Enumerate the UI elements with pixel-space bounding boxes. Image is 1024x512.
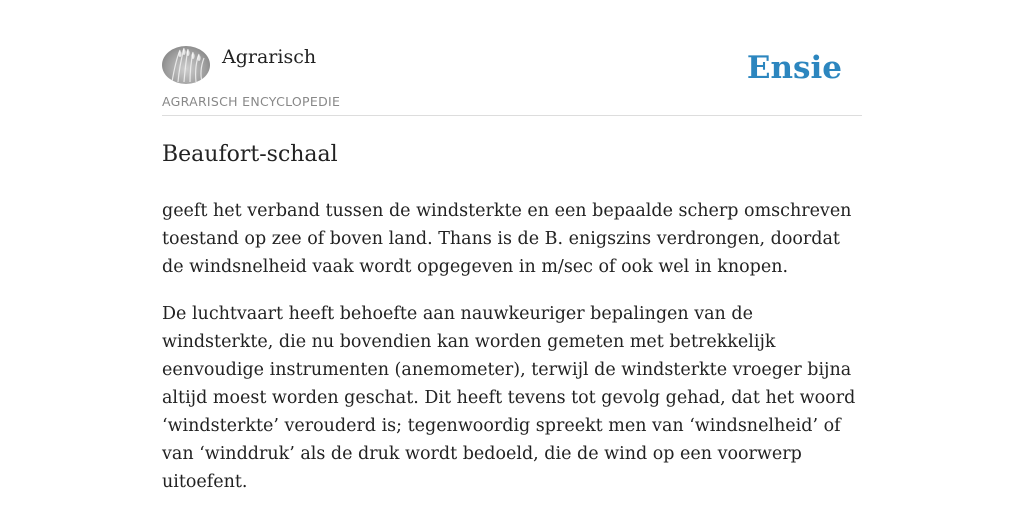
source-name[interactable]: Agrarisch bbox=[222, 46, 317, 68]
article-paragraph: geeft het verband tussen de windsterkte en een bepaalde scherp omschreven toestand op zee of boven land. Thans is de B. enigszins verdrongen, doordat de windsnelheid vaak wordt opgegeven in m/sec of ook wel in knopen. bbox=[162, 201, 852, 277]
article-paragraph: De luchtvaart heeft behoefte aan nauwkeuriger bepalingen van de windsterkte, die nu bovendien kan worden gemeten met betrekkelijk eenvoudige instrumenten (anemometer), terwijl de windsterkte vroeger bijna altijd moest worden geschat. Dit heeft tevens tot gevolg gehad, dat het woord ‘windsterkte’ verouderd is; tegenwoordig spreekt men van ‘windsnelheid’ of van ‘winddruk’ als de druk wordt bedoeld, die de wind op een voorwerp uitoefent. bbox=[162, 304, 856, 492]
source-subtitle: AGRARISCH ENCYCLOPEDIE bbox=[162, 94, 341, 109]
article bbox=[162, 139, 867, 512]
brand-logo[interactable]: Ensie bbox=[746, 50, 842, 86]
article-title: Beaufort-schaal bbox=[162, 142, 338, 167]
wheat-icon[interactable] bbox=[162, 46, 210, 84]
source-header bbox=[162, 44, 862, 116]
